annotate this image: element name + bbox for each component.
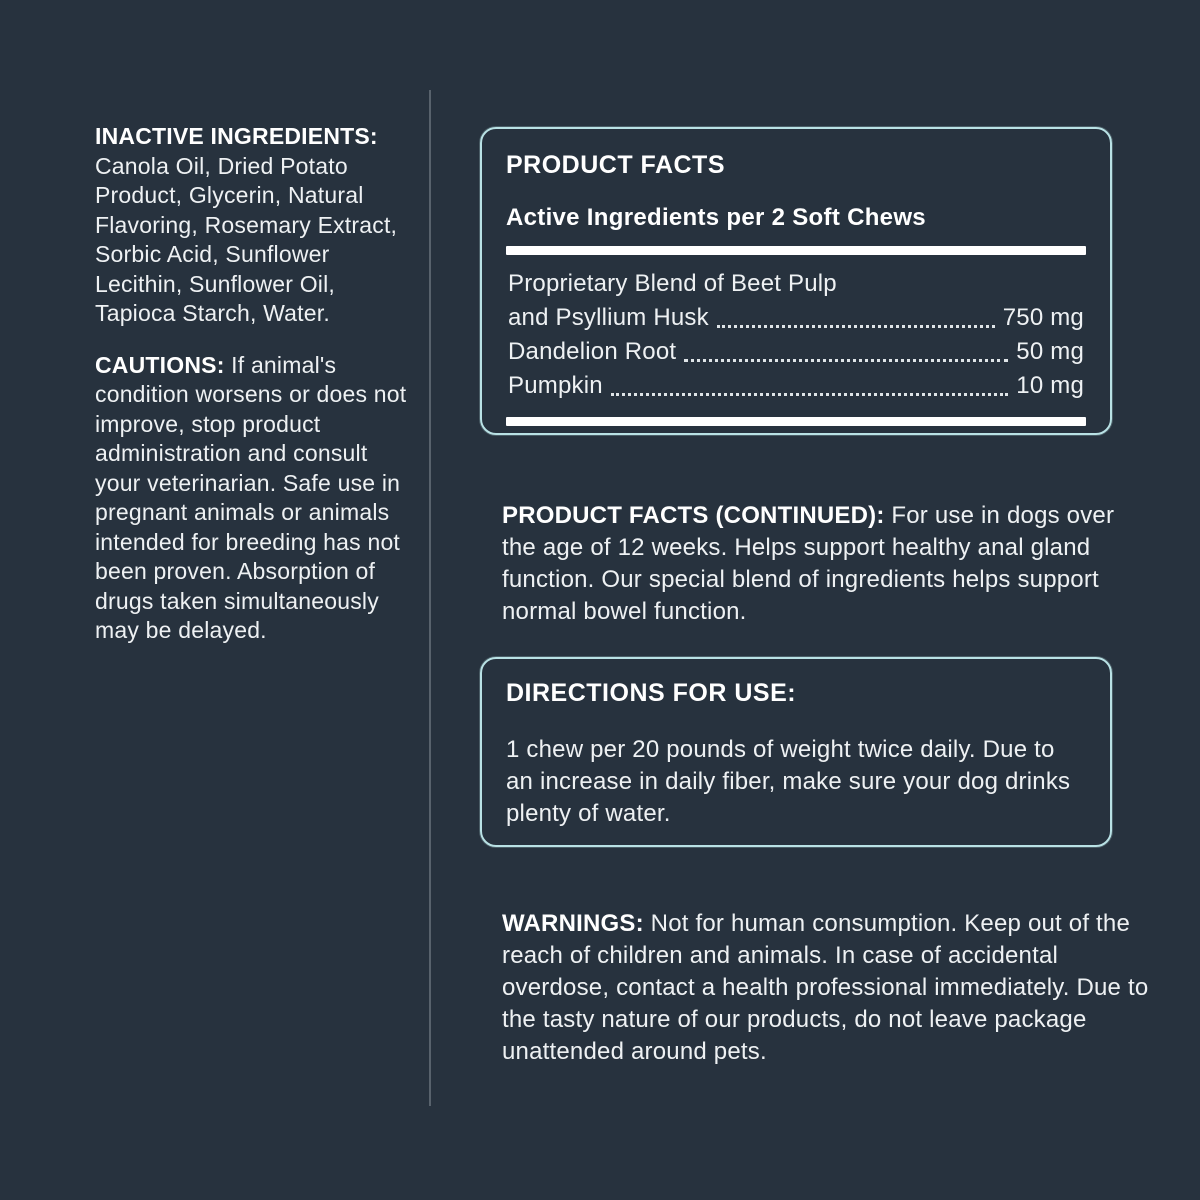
product-facts-continued-heading: PRODUCT FACTS (CONTINUED): <box>502 502 885 529</box>
ingredient-amount: 10 mg <box>1016 372 1084 399</box>
cautions-body: If animal's condition worsens or does not improve, stop product administration and consult your veterinarian. Safe use in pregnant animals or animals intended for breeding has not been proven. Absorption of drugs taken simultaneously may be delayed. <box>95 351 407 643</box>
ingredient-amount: 50 mg <box>1016 338 1084 365</box>
ingredient-name: Pumpkin <box>508 372 603 399</box>
directions-heading: DIRECTIONS FOR USE: <box>506 679 797 707</box>
product-facts-box <box>480 127 1112 435</box>
directions-box <box>480 657 1112 847</box>
ingredient-row-dandelion-root <box>508 335 1084 369</box>
warnings-heading: WARNINGS: <box>502 910 644 937</box>
cautions-heading: CAUTIONS: <box>95 351 225 378</box>
inactive-ingredients-heading: INACTIVE INGREDIENTS: <box>95 123 378 149</box>
ingredient-rows <box>506 255 1086 417</box>
divider-bar-top <box>506 246 1086 255</box>
directions-body: 1 chew per 20 pounds of weight twice daily. Due to an increase in daily fiber, make sure your dog drinks plenty of water. <box>506 736 1071 827</box>
ingredient-amount: 750 mg <box>1002 304 1084 331</box>
divider-bar-bottom <box>506 417 1086 426</box>
active-ingredients-subtitle: Active Ingredients per 2 Soft Chews <box>506 204 926 231</box>
ingredient-name: Dandelion Root <box>508 338 677 365</box>
cautions-section <box>95 351 413 646</box>
warnings-section <box>502 908 1150 1068</box>
left-column <box>95 122 413 668</box>
ingredient-leader-line <box>508 301 1084 335</box>
inactive-ingredients-section <box>95 122 413 329</box>
dotted-leader <box>684 359 1008 362</box>
ingredient-row-proprietary-blend <box>508 267 1084 335</box>
product-facts-continued-section <box>502 500 1130 628</box>
product-facts-continued-body: For use in dogs over the age of 12 weeks. Helps support healthy anal gland function. Our special blend of ingredients helps support normal bowel function. <box>502 502 1115 625</box>
inactive-ingredients-body: Canola Oil, Dried Potato Product, Glycerin, Natural Flavoring, Rosemary Extract, Sorbic Acid, Sunflower Lecithin, Sunflower Oil, Tapioca Starch, Water. <box>95 152 398 326</box>
ingredient-name-line1: Proprietary Blend of Beet Pulp <box>508 270 837 297</box>
warnings-body: Not for human consumption. Keep out of the reach of children and animals. In case of accidental overdose, contact a health professional immediately. Due to the tasty nature of our products, do not leave package unattended around pets. <box>502 910 1149 1065</box>
dotted-leader <box>611 393 1009 396</box>
dotted-leader <box>717 325 995 328</box>
vertical-divider <box>429 90 431 1106</box>
ingredient-row-pumpkin <box>508 369 1084 403</box>
ingredient-name-line2: and Psyllium Husk <box>508 304 709 331</box>
product-facts-title: PRODUCT FACTS <box>506 151 725 179</box>
